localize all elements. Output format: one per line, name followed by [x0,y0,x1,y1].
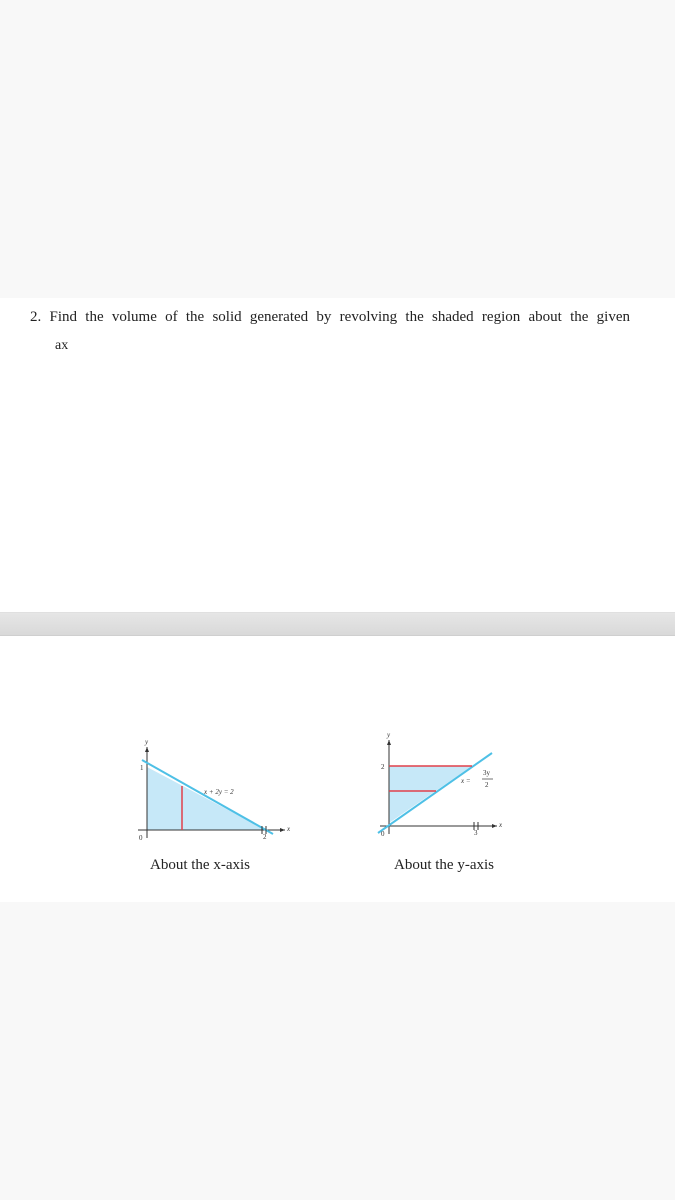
caption-y-axis: About the y-axis [394,857,494,873]
equation-label-1: x + 2y = 2 [204,788,234,796]
blank-area-bottom [0,902,675,1200]
blank-area-top [0,0,675,298]
y-tick-label-2: 2 [381,763,385,771]
question-block [0,298,675,612]
x-tick-label-1: 2 [263,833,267,841]
caption-x-axis: About the x-axis [150,857,250,873]
x-tick-label-2: 3 [474,829,478,837]
x-axis-arrow-2 [492,824,497,828]
y-tick-label-1: 1 [140,764,144,772]
origin-label-2: 0 [381,830,385,838]
shaded-region-2 [389,766,472,823]
figure-x-axis-revolution [138,738,291,842]
question-text-continuation: ax [55,338,69,353]
question-text: 2. Find the volume of the solid generated by revolving the shaded region about the given [30,309,630,325]
x-axis-label-1: x [287,825,291,833]
equation-lhs-2: x = [461,777,471,785]
x-axis-arrow-1 [280,828,285,832]
x-axis-label-2: x [499,821,503,829]
equation-numerator-2: 3y [483,769,490,777]
y-axis-arrow-1 [145,747,149,752]
y-axis-label-1: y [145,738,149,746]
figures-svg [0,636,675,902]
figure-block [0,636,675,902]
y-axis-arrow-2 [387,740,391,745]
section-divider [0,612,675,636]
figure-y-axis-revolution [378,731,503,838]
origin-label-1: 0 [139,834,143,842]
y-axis-label-2: y [387,731,391,739]
equation-denominator-2: 2 [485,781,489,789]
